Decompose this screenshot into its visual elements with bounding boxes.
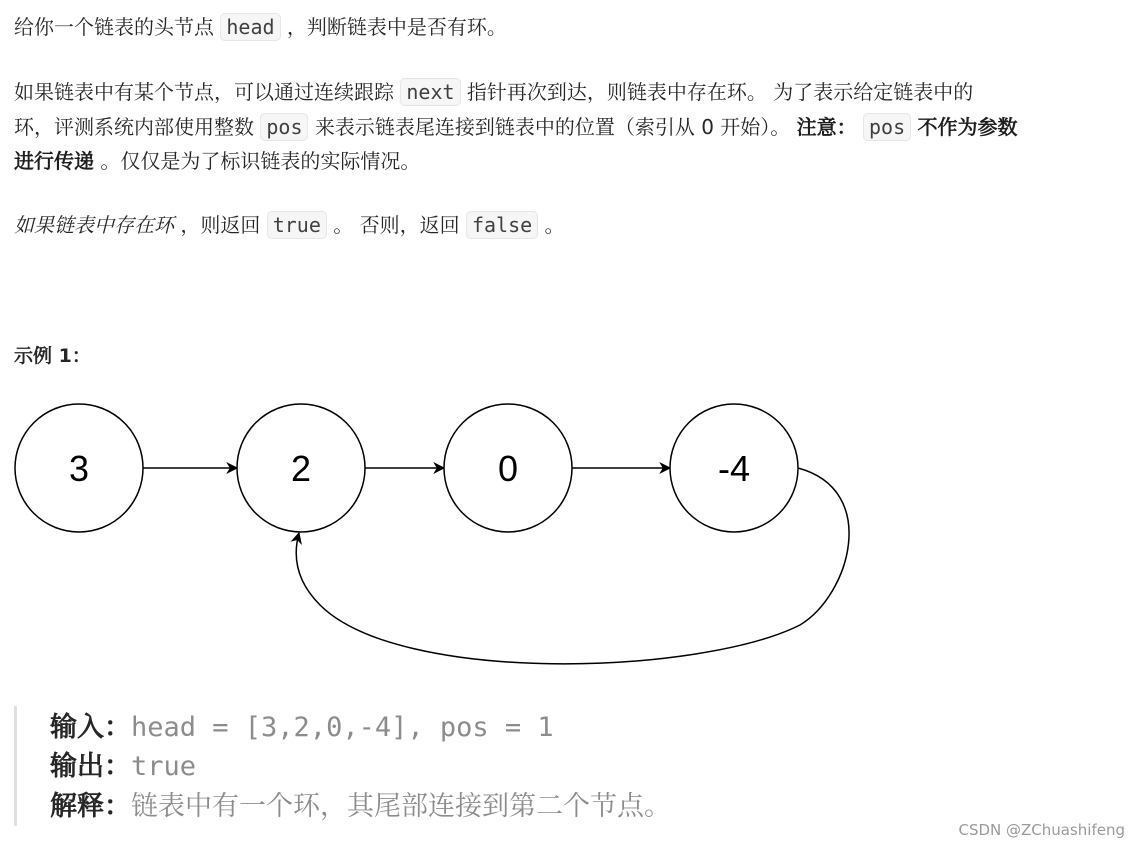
code-true: true [267, 211, 327, 239]
example-title: 示例 1： [14, 345, 91, 367]
watermark: CSDN @ZChuashifeng [958, 821, 1125, 839]
return-text-3: 。 [544, 213, 565, 237]
node-3-label: -4 [717, 448, 751, 489]
intro-text-2: ，判断链表中是否有环。 [286, 15, 507, 39]
node-2-label: 0 [497, 448, 519, 489]
return-text-2: 。 否则，返回 [333, 213, 460, 237]
node-0-label: 3 [68, 448, 90, 489]
desc-text-3: 。仅仅是为了标识链表的实际情况。 [100, 149, 421, 173]
code-false: false [466, 211, 538, 239]
node-2 [444, 404, 572, 532]
desc-text-2a: 环，评测系统内部使用整数 [14, 115, 254, 139]
code-head: head [220, 13, 280, 41]
output-label: 输出： [50, 751, 131, 782]
code-pos-2: pos [863, 113, 911, 141]
code-pos: pos [260, 113, 308, 141]
node-0 [15, 404, 143, 532]
description-line-1 [14, 75, 973, 109]
note-bold-text: 不作为参数 [917, 115, 1018, 139]
desc-text-1b: 指针再次到达，则链表中存在环。 为了表示给定链表中的 [466, 80, 974, 104]
input-value: head = [3,2,0,-4], pos = 1 [131, 712, 554, 743]
output-line [50, 747, 196, 787]
input-line [50, 708, 554, 748]
return-text-1: ，则返回 [180, 213, 261, 237]
note-bold-text-2: 进行传递 [14, 149, 94, 173]
desc-text-2b: 来表示链表尾连接到链表中的位置（索引从 0 开始）。 [314, 115, 791, 139]
intro-text-1: 给你一个链表的头节点 [14, 15, 214, 39]
code-next: next [400, 78, 460, 106]
description-line-2 [14, 110, 1018, 144]
return-paragraph [14, 208, 565, 242]
linked-list-diagram [0, 395, 880, 675]
explain-line [50, 787, 671, 827]
explain-value: 链表中有一个环，其尾部连接到第二个节点。 [131, 791, 671, 822]
node-1 [237, 404, 365, 532]
node-1-label: 2 [290, 448, 312, 489]
explain-label: 解释： [50, 791, 131, 822]
input-label: 输入： [50, 712, 131, 743]
node-3 [670, 404, 798, 532]
intro-paragraph [14, 10, 507, 44]
output-value: true [131, 751, 197, 782]
note-label: 注意： [796, 115, 857, 139]
desc-text-1a: 如果链表中有某个节点，可以通过连续跟踪 [14, 80, 394, 104]
return-italic: 如果链表中存在环 [14, 213, 174, 237]
description-line-3 [14, 144, 420, 178]
